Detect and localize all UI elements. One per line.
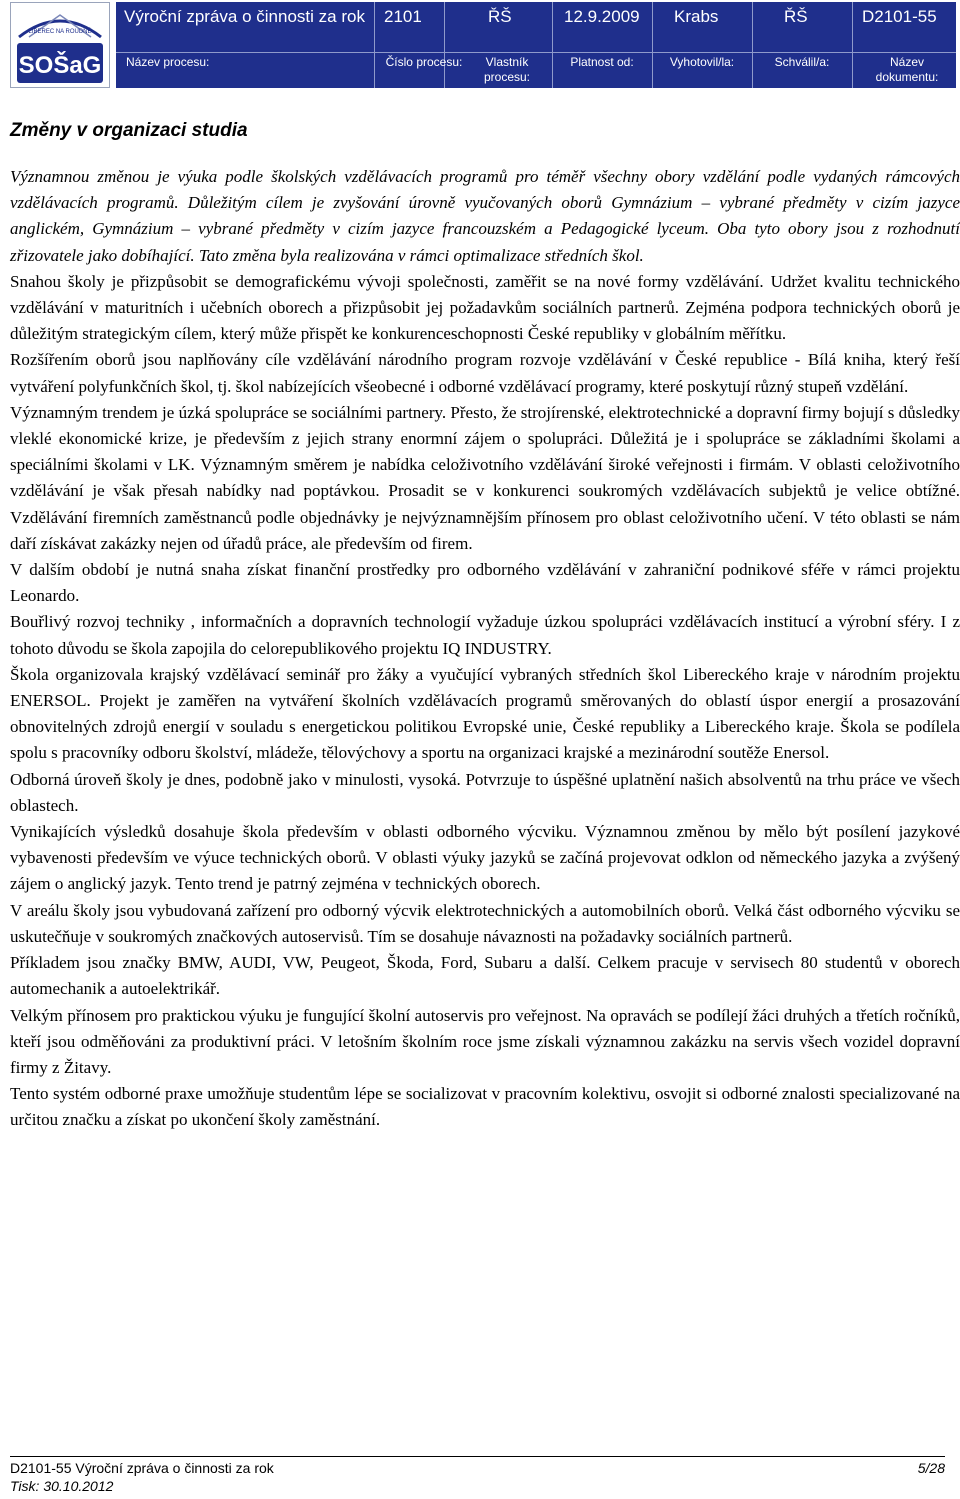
label-valid-from: Platnost od: bbox=[570, 55, 634, 69]
paragraph: Rozšířením oborů jsou naplňovány cíle vzdělávání národního program rozvoje vzdělávání v České republice - Bílá kniha, který řeší vytváření polyfunkčních škol, tj. škol nabízejících všeobecné i odborné vzdělávací programy, které poskytují různý stupeň vzdělání. bbox=[10, 350, 960, 396]
header-approved-by: ŘŠ bbox=[784, 7, 808, 26]
header-made-by: Krabs bbox=[674, 7, 719, 26]
header-vertical-divider bbox=[552, 2, 553, 88]
header-vertical-divider bbox=[374, 2, 375, 88]
paragraph: Snahou školy je přizpůsobit se demografickému vývoji společnosti, zaměřit se na nové formy vzdělávání. Udržet kvalitu technického vzdělávání v maturitních i učebních oborech a přizpůsobit jej požadavkům sociálních partnerů. Zejména podpora technických oborů je důležitým strategickým cílem, který může přispět ke konkurenceschopnosti České republiky v globálním měřítku. bbox=[10, 271, 960, 344]
header-title: Výroční zpráva o činnosti za rok bbox=[124, 7, 365, 26]
footer-print-date: Tisk: 30.10.2012 bbox=[10, 1478, 114, 1494]
header-vertical-divider bbox=[852, 2, 853, 88]
paragraph: V dalším období je nutná snaha získat finanční prostředky pro odborného vzdělávání v zahraniční podnikové sféře v rámci projektu Leonardo. bbox=[10, 560, 960, 606]
header-vertical-divider bbox=[444, 2, 445, 88]
paragraph: Bouřlivý rozvoj techniky , informačních a dopravních technologií vyžaduje úzkou spolupráci vzdělávacích institucí a výrobní sféry. I z tohoto důvodu se škola zapojila do celorepublikového projektu IQ INDUSTRY. bbox=[10, 612, 960, 658]
label-process-name: Název procesu: bbox=[126, 55, 210, 69]
document-body bbox=[10, 118, 960, 1134]
paragraph: Odborná úroveň školy je dnes, podobně jako v minulosti, vysoká. Potvrzuje to úspěšné uplatnění našich absolventů na trhu práce ve všech oblastech. bbox=[10, 769, 960, 815]
label-doc-name: Název dokumentu: bbox=[875, 55, 939, 84]
paragraph: Významnou změnou je výuka podle školských vzdělávacích programů pro téměř všechny obory vzdělání podle vydaných rámcových vzdělávacích programů. Důležitým cílem je zvyšování úrovně vyučovaných oborů Gymnázium – vybrané předměty v cizím jazyce anglickém, Gymnázium – vybrané předměty v cizím jazyce francouzském a Pedagogické lyceum. Oba tyto obory jsou z rozhodnutí zřizovatele jako dobíhající. Tato změna byla realizována v rámci optimalizace středních škol. bbox=[10, 167, 960, 265]
paragraph: Tento systém odborné praxe umožňuje studentům lépe se socializovat v pracovním kolektivu, osvojit si odborné znalosti specializované na určitou značku a získat po ukončení školy zaměstnání. bbox=[10, 1084, 960, 1130]
section-title: Změny v organizaci studia bbox=[10, 120, 248, 141]
label-process-number: Číslo procesu: bbox=[385, 55, 463, 69]
header-doc-name: D2101-55 bbox=[862, 7, 937, 26]
header-valid-from: 12.9.2009 bbox=[564, 7, 640, 26]
logo-text: SOŠaG bbox=[18, 52, 102, 79]
paragraph: Příkladem jsou značky BMW, AUDI, VW, Peugeot, Škoda, Ford, Subaru a další. Celkem pracuje v servisech 80 studentů v oborech automechanik a autoelektrikář. bbox=[10, 953, 960, 999]
school-logo-graphic bbox=[11, 3, 109, 87]
header-band bbox=[116, 2, 956, 88]
logo-top-text: LIBEREC NA ROUDNÉ bbox=[28, 29, 92, 35]
footer-page-number: 5/28 bbox=[917, 1460, 945, 1476]
paragraph: Škola organizovala krajský vzdělávací seminář pro žáky a vyučující vybraných středních škol Libereckého kraje v národním projektu ENERSOL. Projekt je zaměřen na vytváření školních vzdělávacích programů směrovaných do oblastí úspor energií a prosazování obnovitelných zdrojů energií v souladu s energetickou politikou Evropské unie, České republiky a Libereckého kraje. Škola se podílela spolu s pracovníky odboru školství, mládeže, tělovýchovy a sportu na organizaci krajské a mezinárodní soutěže Enersol. bbox=[10, 664, 960, 763]
label-approved-by: Schválil/a: bbox=[774, 55, 830, 69]
paragraph: Vynikajících výsledků dosahuje škola především v oblasti odborného výcviku. Významnou změnou by mělo být posílení jazykové vybavenosti především ve výuce technických oborů. V oblasti výuky jazyků se začíná projevovat odklon od německého jazyka a zvýšený zájem o anglický jazyk. Tento trend je patrný zejména v technických oborech. bbox=[10, 822, 960, 894]
header-divider bbox=[116, 52, 956, 53]
paragraph: Významným trendem je úzká spolupráce se sociálními partnery. Přesto, že strojírenské, elektrotechnické a dopravní firmy bojují s důsledky vleklé ekonomické krize, je především z jejich strany enormní zájem o spolupráci. Důležitá je i spolupráce se základními školami a speciálními školami v LK. Významným směrem je nabídka celoživotního vzdělávání široké veřejnosti i firmám. V oblasti celoživotního vzdělávání je však přesah nabídky nad poptávkou. Prosadit se v konkurenci soukromých vzdělávacích subjektů je velice obtížné. Vzdělávání firemních zaměstnanců podle objednávky je nejvýznamnějším přínosem pro oblast celoživotního učení. V této oblasti se nám daří získávat zakázky nejen od úřadů práce, ale především od firem. bbox=[10, 402, 960, 553]
document-header bbox=[10, 2, 956, 90]
label-made-by: Vyhotovil/la: bbox=[669, 55, 735, 69]
label-owner: Vlastník procesu: bbox=[483, 55, 531, 84]
document-footer bbox=[10, 1456, 945, 1495]
header-owner: ŘŠ bbox=[488, 7, 512, 26]
paragraph: V areálu školy jsou vybudovaná zařízení pro odborný výcvik elektrotechnických a automobilních oborů. Velká část odborného výcviku se uskutečňuje v soukromých značkových autoservisů. Tím se dosahuje návaznosti na požadavky sociálních partnerů. bbox=[10, 900, 960, 946]
paragraph: Velkým přínosem pro praktickou výuku je fungující školní autoservis pro veřejnost. Na opravách se podílejí žáci druhých a třetích ročníků, kteří jsou odměňováni za produktivní práci. V letošním školním roce jsme získali významnou zakázku na servis všech vozidel dopravní firmy z Žitavy. bbox=[10, 1005, 960, 1077]
header-process-number: 2101 bbox=[384, 7, 422, 26]
school-logo bbox=[10, 2, 110, 88]
footer-document-name: D2101-55 Výroční zpráva o činnosti za rok bbox=[10, 1460, 274, 1476]
